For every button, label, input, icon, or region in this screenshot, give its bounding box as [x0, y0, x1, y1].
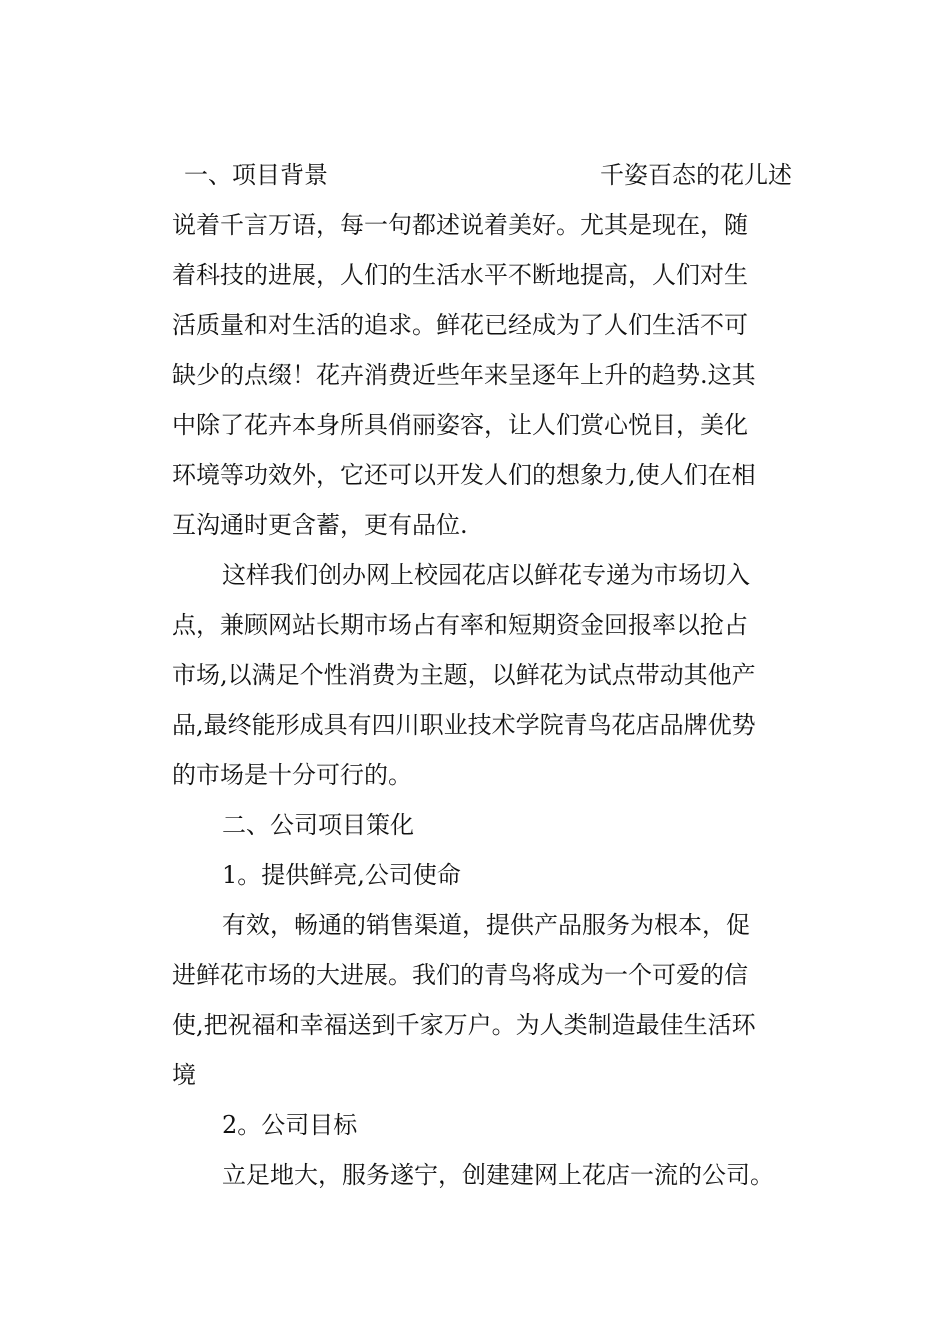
- paragraph-line: 着科技的进展，人们的生活水平不断地提高，人们对生: [172, 261, 748, 289]
- document-body: [172, 150, 812, 1200]
- section1-first-line-tail: 千姿百态的花儿述: [600, 161, 792, 189]
- paragraph-line: 进鲜花市场的大进展。我们的青鸟将成为一个可爱的信: [172, 961, 748, 989]
- paragraph-line: 使,把祝福和幸福送到千家万户。为人类制造最佳生活环: [172, 1011, 756, 1039]
- section1-heading: 一、项目背景: [184, 161, 328, 189]
- paragraph-line: 品,最终能形成具有四川职业技术学院青鸟花店品牌优势: [172, 711, 756, 739]
- paragraph-line: 有效，畅通的销售渠道，提供产品服务为根本，促: [222, 911, 750, 939]
- paragraph-line: 这样我们创办网上校园花店以鲜花专递为市场切入: [222, 561, 750, 589]
- section2-sub1-heading: 1。提供鲜亮,公司使命: [222, 861, 461, 889]
- paragraph-line: 境: [172, 1061, 196, 1089]
- paragraph-line: 的市场是十分可行的。: [172, 761, 412, 789]
- paragraph-line: 立足地大，服务遂宁，创建建网上花店一流的公司。: [222, 1161, 774, 1189]
- section2-heading: 二、公司项目策化: [222, 811, 414, 839]
- paragraph-line: 中除了花卉本身所具俏丽姿容，让人们赏心悦目，美化: [172, 411, 748, 439]
- paragraph-line: 说着千言万语，每一句都述说着美好。尤其是现在，随: [172, 211, 748, 239]
- paragraph-line: 点，兼顾网站长期市场占有率和短期资金回报率以抢占: [172, 611, 748, 639]
- section2-sub2-heading: 2。公司目标: [222, 1111, 358, 1139]
- paragraph-line: 活质量和对生活的追求。鲜花已经成为了人们生活不可: [172, 311, 748, 339]
- paragraph-line: 缺少的点缀！花卉消费近些年来呈逐年上升的趋势.这其: [172, 361, 756, 389]
- paragraph-line: 环境等功效外，它还可以开发人们的想象力,使人们在相: [172, 461, 756, 489]
- section1-first-line: [172, 150, 812, 200]
- paragraph-line: 互沟通时更含蓄，更有品位.: [172, 511, 468, 539]
- paragraph-line: 市场,以满足个性消费为主题，以鲜花为试点带动其他产: [172, 661, 756, 689]
